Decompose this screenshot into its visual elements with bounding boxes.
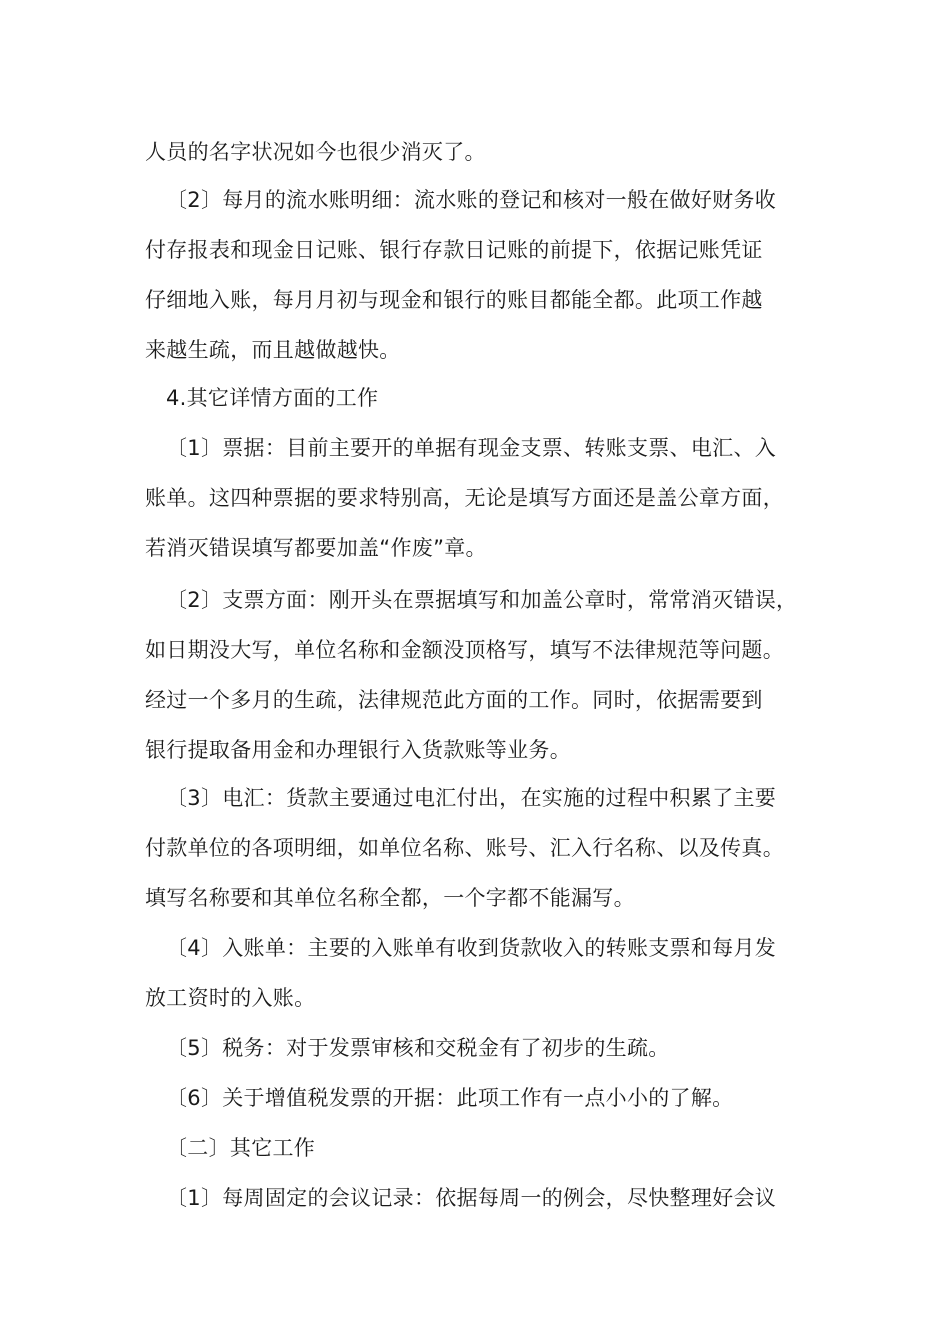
section-heading: 4.其它详情方面的工作 <box>166 386 379 410</box>
text-line: 〔1〕票据：目前主要开的单据有现金支票、转账支票、电汇、入 <box>166 436 777 460</box>
text-line: 〔2〕支票方面：刚开头在票据填写和加盖公章时，常常消灭错误， <box>166 588 798 612</box>
text-line: 付款单位的各项明细，如单位名称、账号、汇入行名称、以及传真。 <box>145 836 784 860</box>
text-line: 若消灭错误填写都要加盖“作废”章。 <box>145 536 487 560</box>
text-line: 〔3〕电汇：货款主要通过电汇付出，在实施的过程中积累了主要 <box>166 786 777 810</box>
text-line: 仔细地入账，每月月初与现金和银行的账目都能全都。此项工作越 <box>145 288 763 312</box>
text-line: 填写名称要和其单位名称全都，一个字都不能漏写。 <box>145 886 635 910</box>
text-line: 人员的名字状况如今也很少消灭了。 <box>145 140 486 164</box>
text-line: 〔1〕每周固定的会议记录：依据每周一的例会，尽快整理好会议 <box>166 1186 777 1210</box>
text-line: 付存报表和现金日记账、银行存款日记账的前提下，依据记账凭证 <box>145 238 763 262</box>
text-line: 账单。这四种票据的要求特别高，无论是填写方面还是盖公章方面， <box>145 486 784 510</box>
text-line: 放工资时的入账。 <box>145 986 316 1010</box>
text-line: 如日期没大写，单位名称和金额没顶格写，填写不法律规范等问题。 <box>145 638 784 662</box>
text-line: 〔6〕关于增值税发票的开据：此项工作有一点小小的了解。 <box>166 1086 734 1110</box>
section-heading: 〔二〕其它工作 <box>166 1136 316 1160</box>
text-line: 来越生疏，而且越做越快。 <box>145 338 401 362</box>
text-line: 〔4〕入账单：主要的入账单有收到货款收入的转账支票和每月发 <box>166 936 777 960</box>
text-line: 〔5〕税务：对于发票审核和交税金有了初步的生疏。 <box>166 1036 670 1060</box>
text-line: 〔2〕每月的流水账明细：流水账的登记和核对一般在做好财务收 <box>166 188 777 212</box>
text-line: 银行提取备用金和办理银行入货款账等业务。 <box>145 738 571 762</box>
text-line: 经过一个多月的生疏，法律规范此方面的工作。同时，依据需要到 <box>145 688 763 712</box>
